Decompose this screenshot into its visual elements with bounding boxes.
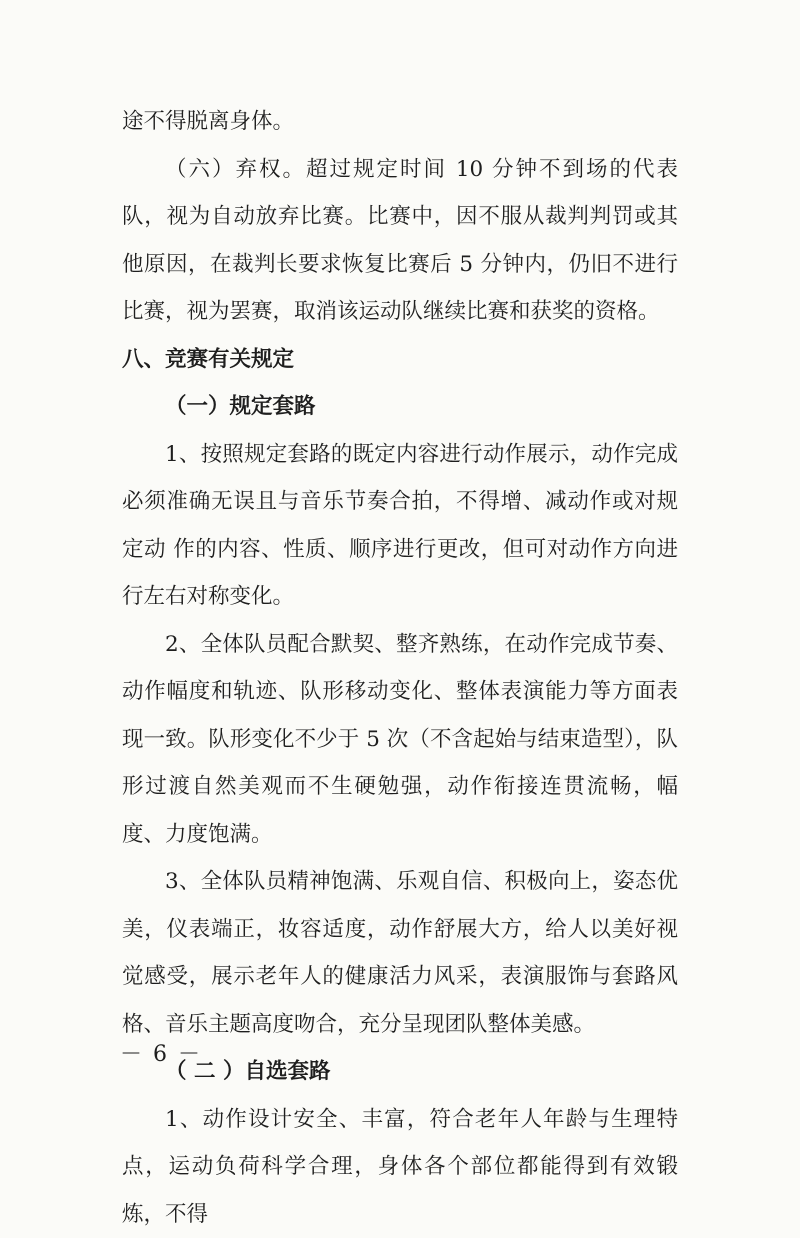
paragraph-rule-2: 2、全体队员配合默契、整齐熟练，在动作完成节奏、动作幅度和轨迹、队形移动变化、整体表演能力等方面表现一致。队形变化不少于 5 次（不含起始与结束造型），队形过渡自然美观而不生硬勉强，动作衔接连贯流畅，幅度、力度饱满。 bbox=[122, 621, 678, 859]
page-number: － 6 － bbox=[120, 1040, 202, 1070]
paragraph-rule-1: 1、按照规定套路的既定内容进行动作展示，动作完成必须准确无误且与音乐节奏合拍，不得增、减动作或对规定动 作的内容、性质、顺序进行更改，但可对动作方向进行左右对称变化。 bbox=[122, 431, 678, 621]
subheading-optional-routine: （ 二 ）自选套路 bbox=[122, 1048, 678, 1096]
paragraph-forfeit: （六）弃权。超过规定时间 10 分钟不到场的代表队，视为自动放弃比赛。比赛中，因不服从裁判判罚或其他原因，在裁判长要求恢复比赛后 5 分钟内，仍旧不进行比赛，视为罢赛，取消该运动队继续比赛和获奖的资格。 bbox=[122, 146, 678, 336]
document-body bbox=[122, 98, 678, 1238]
paragraph-optional-rule-1: 1、动作设计安全、丰富，符合老年人年龄与生理特点，运动负荷科学合理，身体各个部位都能得到有效锻炼，不得 bbox=[122, 1096, 678, 1238]
section-heading-competition-rules: 八、竞赛有关规定 bbox=[122, 336, 678, 384]
paragraph-continuation: 途不得脱离身体。 bbox=[122, 98, 678, 146]
subheading-prescribed-routine: （一）规定套路 bbox=[122, 383, 678, 431]
paragraph-rule-3: 3、全体队员精神饱满、乐观自信、积极向上，姿态优美，仪表端正，妆容适度，动作舒展大方，给人以美好视觉感受，展示老年人的健康活力风采，表演服饰与套路风格、音乐主题高度吻合，充分呈现团队整体美感。 bbox=[122, 858, 678, 1048]
